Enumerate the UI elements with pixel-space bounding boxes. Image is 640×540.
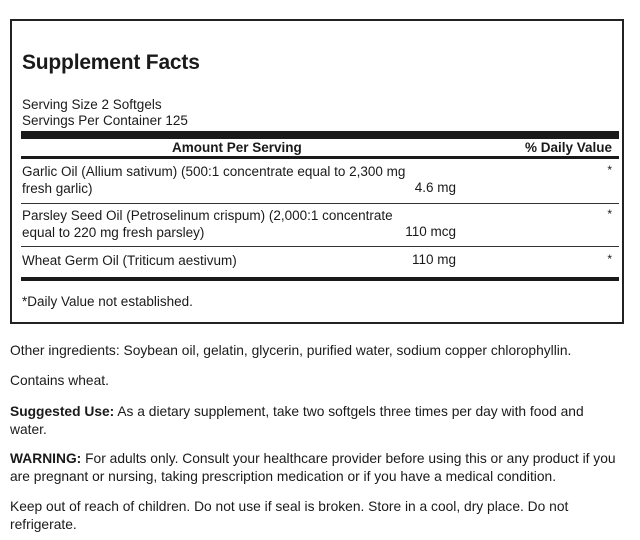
ingredient-amount: 110 mg	[411, 252, 456, 267]
suggested-use-text: As a dietary supplement, take two softgels three times per day with food and water.	[10, 404, 584, 437]
servings-per-container: Servings Per Container 125	[22, 113, 188, 128]
header-daily-value: % Daily Value	[524, 140, 612, 155]
row-divider	[21, 203, 619, 204]
ingredient-dv: *	[607, 207, 612, 221]
allergen-statement: Contains wheat.	[10, 373, 109, 388]
ingredient-name-line2: equal to 220 mg fresh parsley)	[22, 225, 205, 240]
header-thick-bar	[21, 131, 619, 139]
header-amount-per-serving: Amount Per Serving	[172, 140, 302, 155]
ingredient-name-line1: Garlic Oil (Allium sativum) (500:1 concentrate equal to 2,300 mg	[22, 164, 406, 179]
warning	[10, 450, 620, 486]
warning-label: WARNING:	[10, 451, 82, 466]
serving-size: Serving Size 2 Softgels	[22, 97, 162, 112]
ingredient-name-line2: fresh garlic)	[22, 181, 93, 196]
footer-bar	[21, 277, 619, 281]
suggested-use	[10, 403, 620, 439]
ingredient-amount: 110 mcg	[405, 224, 456, 239]
header-bottom-bar	[21, 156, 619, 159]
ingredient-dv: *	[607, 163, 612, 177]
suggested-use-label: Suggested Use:	[10, 404, 115, 419]
ingredient-amount: 4.6 mg	[414, 180, 456, 195]
ingredient-name-line1: Wheat Germ Oil (Triticum aestivum)	[22, 253, 237, 268]
ingredient-name-line1: Parsley Seed Oil (Petroselinum crispum) (2,000:1 concentrate	[22, 208, 393, 223]
other-ingredients: Other ingredients: Soybean oil, gelatin, glycerin, purified water, sodium copper chlorophyllin.	[10, 343, 572, 358]
ingredient-dv: *	[607, 252, 612, 266]
facts-title: Supplement Facts	[22, 51, 200, 74]
warning-text: For adults only. Consult your healthcare provider before using this or any product if you are pregnant or nursing, taking prescription medication or if you have a medical condition.	[10, 451, 616, 484]
supplement-facts-panel	[10, 19, 624, 324]
footnote: *Daily Value not established.	[22, 294, 193, 309]
row-divider	[21, 246, 619, 247]
storage-instructions: Keep out of reach of children. Do not use if seal is broken. Store in a cool, dry place. Do not refrigerate.	[10, 499, 569, 532]
